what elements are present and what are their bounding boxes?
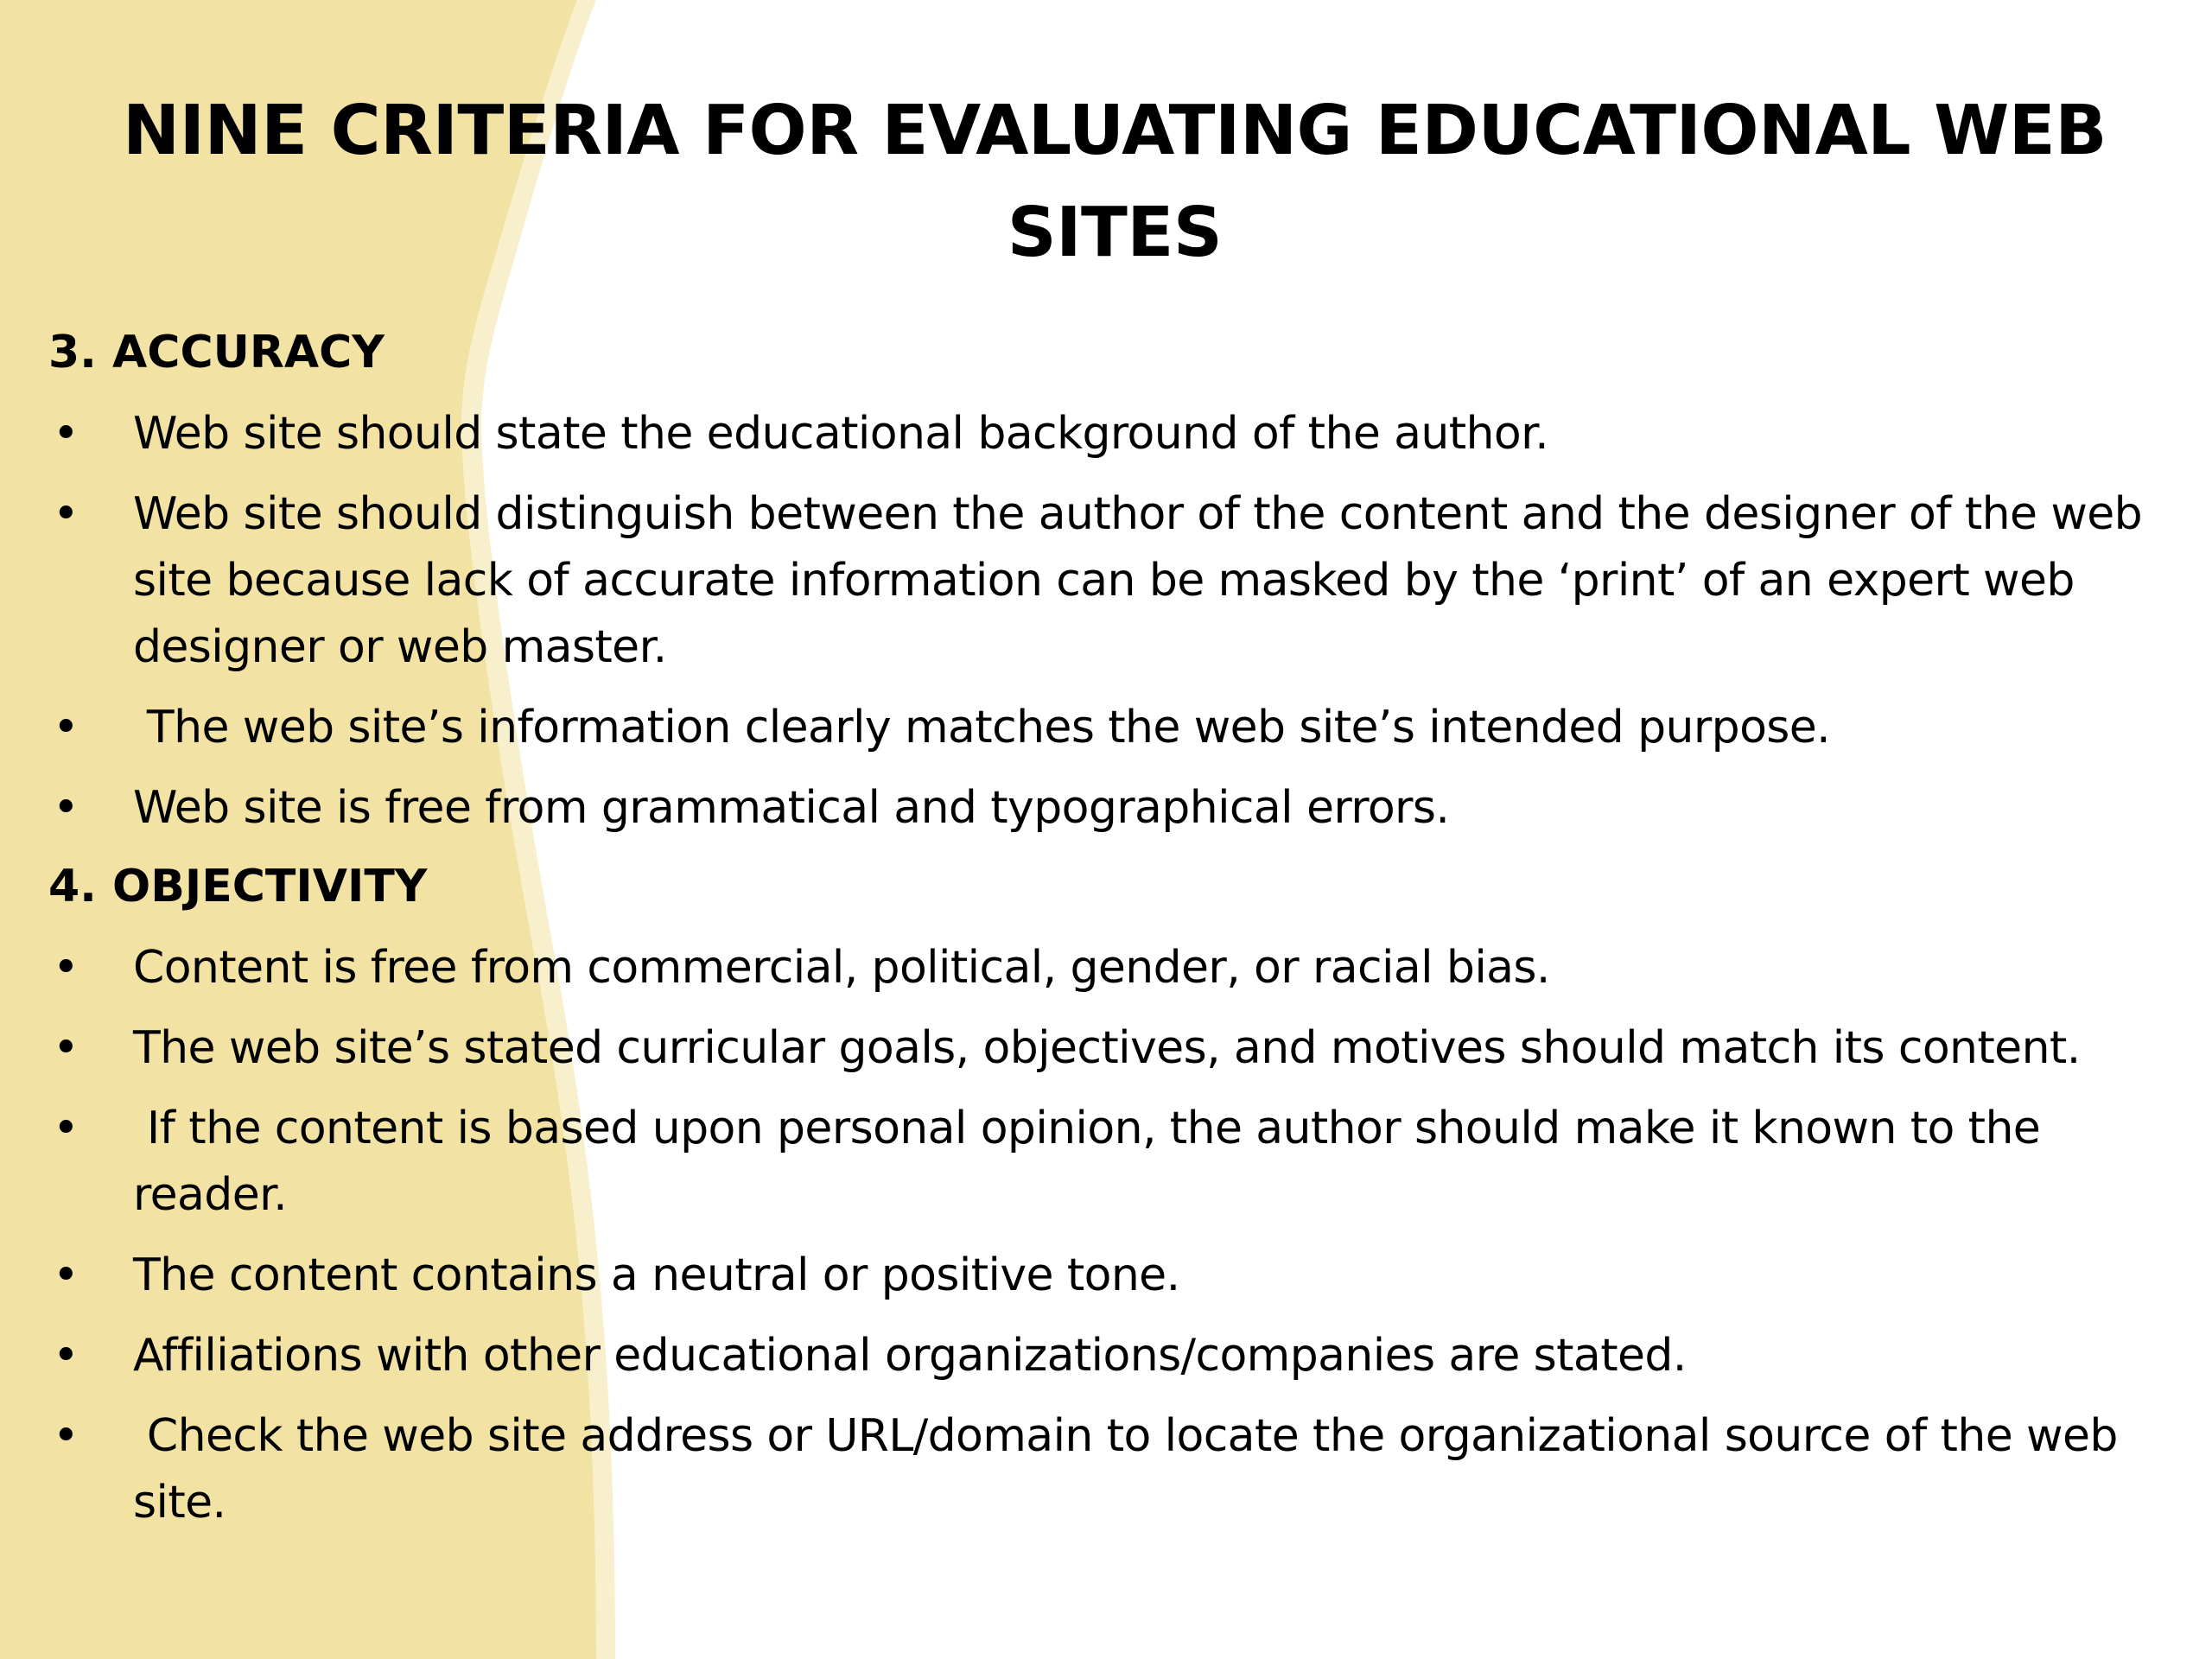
list-item xyxy=(48,1243,2157,1309)
section-heading-accuracy: 3. ACCURACY xyxy=(48,327,385,378)
list-item xyxy=(48,1323,2157,1389)
bullet-icon: • xyxy=(52,1103,79,1154)
list-item-text: If the content is based upon personal opinion, the author should make it known to the reader. xyxy=(133,1103,2041,1221)
list-item-text: Content is free from commercial, political, gender, or racial bias. xyxy=(133,942,1550,994)
list-item-text: Check the web site address or URL/domain to locate the organizational source of the web site. xyxy=(133,1410,2118,1529)
bullet-icon: • xyxy=(52,1022,79,1074)
list-item xyxy=(48,1403,2157,1536)
section-heading-objectivity: 4. OBJECTIVITY xyxy=(48,861,428,912)
list-item-text: Web site should distinguish between the author of the content and the designer of the web site because lack of accurate information can be masked by the ‘print’ of an expert web designer or web master. xyxy=(133,488,2143,673)
list-item xyxy=(48,481,2157,681)
bullet-icon: • xyxy=(52,942,79,994)
bullet-icon: • xyxy=(52,782,79,834)
bullet-icon: • xyxy=(52,1249,79,1301)
bullet-icon: • xyxy=(52,702,79,753)
list-item xyxy=(48,1015,2157,1082)
list-item-text: Affiliations with other educational organizations/companies are stated. xyxy=(133,1330,1687,1382)
list-item-text: The content contains a neutral or positive tone. xyxy=(133,1249,1180,1301)
objectivity-bullet-list xyxy=(48,935,2157,1536)
section-objectivity xyxy=(48,855,2157,1536)
section-accuracy xyxy=(48,321,2157,842)
bullet-icon: • xyxy=(52,488,79,540)
list-item-text: The web site’s stated curricular goals, objectives, and motives should match its content. xyxy=(133,1022,2081,1074)
list-item-text: Web site is free from grammatical and typographical errors. xyxy=(133,782,1450,834)
bullet-icon: • xyxy=(52,1410,79,1462)
list-item xyxy=(48,935,2157,1001)
bullet-icon: • xyxy=(52,408,79,460)
list-item-text: The web site’s information clearly matches the web site’s intended purpose. xyxy=(133,702,1831,753)
list-item xyxy=(48,695,2157,761)
list-item-text: Web site should state the educational background of the author. xyxy=(133,408,1549,460)
slide-body xyxy=(48,321,2157,1550)
list-item xyxy=(48,1096,2157,1229)
list-item xyxy=(48,775,2157,842)
list-item xyxy=(48,401,2157,467)
accuracy-bullet-list xyxy=(48,401,2157,842)
slide-title: NINE CRITERIA FOR EVALUATING EDUCATIONAL WEB SITES xyxy=(123,91,2107,272)
bullet-icon: • xyxy=(52,1330,79,1382)
